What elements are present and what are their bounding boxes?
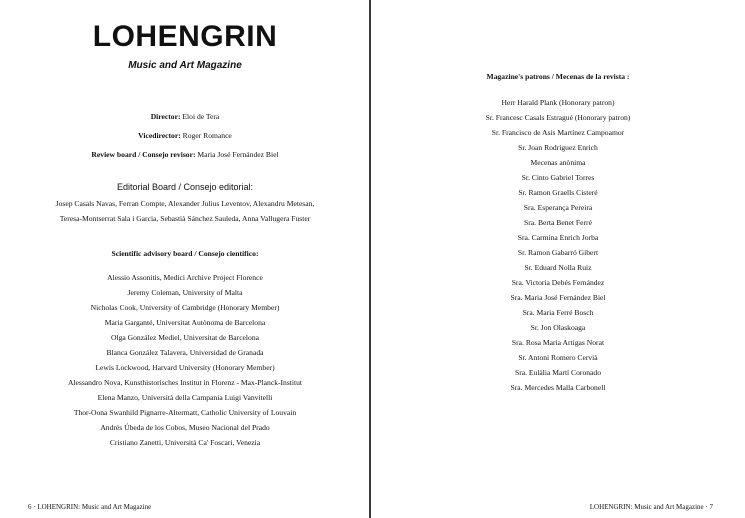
patron-item: Sra. Mercedes Malla Carbonell bbox=[510, 383, 606, 392]
patron-item: Sra. Maria José Fernández Biel bbox=[510, 293, 606, 302]
editorial-board-line: Josep Casals Navas, Ferran Compte, Alexander Julius Leventov, Alexandru Metesan, bbox=[55, 199, 315, 208]
patron-item: Sra. Carmina Enrich Jorba bbox=[517, 233, 599, 242]
patron-item: Sra. Rosa Maria Artigas Norat bbox=[511, 338, 605, 347]
editorial-board-heading: Editorial Board / Consejo editorial: bbox=[116, 182, 254, 192]
credit-label: Vicedirector: bbox=[138, 131, 181, 140]
scientific-member: Olga González Mediel, Universitat de Barcelona bbox=[110, 333, 260, 342]
credit-review-board bbox=[0, 150, 370, 159]
editorial-board-line: Teresa-Montserrat Sala i Garcia, Sebastià Sánchez Sauleda, Anna Vallugera Fuster bbox=[59, 214, 311, 223]
patron-item: Sr. Francesc Casals Estragué (Honorary patron) bbox=[485, 113, 631, 122]
patron-item: Sr. Cinto Gabriel Torres bbox=[521, 173, 595, 182]
credit-director bbox=[0, 112, 370, 121]
patron-item: Sra. Esperança Pereira bbox=[523, 203, 593, 212]
credit-label: Director: bbox=[150, 112, 181, 121]
scientific-board-heading: Scientific advisory board / Consejo científico: bbox=[111, 249, 259, 258]
credit-value: Eloi de Tera bbox=[182, 112, 220, 121]
patrons-heading: Magazine's patrons / Mecenas de la revista : bbox=[486, 72, 630, 81]
scientific-member: Cristiano Zanetti, Università Ca' Foscari, Venezia bbox=[109, 438, 261, 447]
right-page bbox=[371, 0, 745, 518]
scientific-member: Andrés Úbeda de los Cobos, Museo Nacional del Prado bbox=[100, 423, 270, 432]
credit-vicedirector bbox=[0, 131, 370, 140]
scientific-member: Alessandro Nova, Kunsthistorisches Institut in Florenz - Max-Planck-Institut bbox=[67, 378, 303, 387]
scientific-member: Nicholas Cook, University of Cambridge (Honorary Member) bbox=[90, 303, 280, 312]
scientific-member: Lewis Lockwood, Harvard University (Honorary Member) bbox=[95, 363, 275, 372]
magazine-title: LOHENGRIN bbox=[92, 20, 278, 53]
patron-item: Sr. Eduard Nolla Ruiz bbox=[524, 263, 592, 272]
scientific-member: Blanca González Talavera, Universidad de Granada bbox=[106, 348, 264, 357]
scientific-member: Maria Garganté, Universitat Autònoma de Barcelona bbox=[104, 318, 266, 327]
patron-item: Sr. Antoni Romero Cervià bbox=[518, 353, 598, 362]
magazine-subtitle: Music and Art Magazine bbox=[128, 60, 242, 71]
patron-item: Sr. Jon Olaskoaga bbox=[530, 323, 586, 332]
scientific-member: Alessio Assonitis, Medici Archive Project Florence bbox=[107, 273, 263, 282]
patron-item: Sr. Joan Rodriguez Enrich bbox=[518, 143, 598, 152]
patron-item: Sr. Ramon Graells Cisteré bbox=[518, 188, 598, 197]
left-page-footer: 6 · LOHENGRIN: Music and Art Magazine bbox=[28, 503, 152, 511]
credit-value: Roger Romance bbox=[182, 131, 232, 140]
patron-item: Sra. Maria Ferré Bosch bbox=[522, 308, 594, 317]
patron-item: Mecenas anònima bbox=[530, 158, 586, 167]
patron-item: Sra. Berta Benet Ferré bbox=[524, 218, 592, 227]
patron-item: Sr. Ramon Gabarró Gibert bbox=[517, 248, 599, 257]
patron-item: Herr Harald Plank (Honorary patron) bbox=[501, 98, 615, 107]
left-page bbox=[0, 0, 370, 518]
scientific-member: Elena Manzo, Università della Campania Luigi Vanvitelli bbox=[97, 393, 273, 402]
scientific-member: Thor-Oona Swanhild Pignarre-Altermatt, Catholic University of Louvain bbox=[73, 408, 297, 417]
credit-label: Review board / Consejo revisor: bbox=[91, 150, 196, 159]
credit-value: Maria José Fernández Biel bbox=[197, 150, 279, 159]
patron-item: Sr. Francisco de Asís Martínez Campoamor bbox=[491, 128, 625, 137]
patron-item: Sra. Victoria Debés Fernández bbox=[511, 278, 605, 287]
patron-item: Sra. Eulàlia Martí Coronado bbox=[514, 368, 602, 377]
right-page-footer: LOHENGRIN: Music and Art Magazine · 7 bbox=[589, 503, 713, 511]
scientific-member: Jeremy Coleman, University of Malta bbox=[127, 288, 243, 297]
